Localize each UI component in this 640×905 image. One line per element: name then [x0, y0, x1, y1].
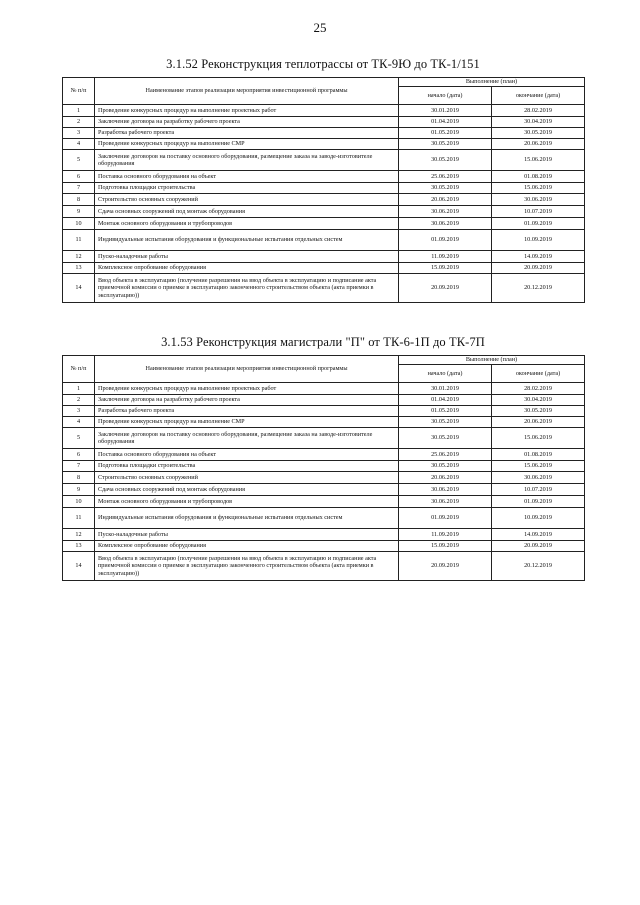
- table-row: [63, 128, 585, 139]
- table-row: [63, 541, 585, 552]
- section-title: 3.1.53 Реконструкция магистрали "П" от ТК-6-1П до ТК-7П: [161, 335, 485, 349]
- stage-name: Проведение конкурсных процедур на выполнение проектных работ: [95, 105, 399, 117]
- end-date: 28.02.2019: [492, 105, 585, 117]
- stage-name: Монтаж основного оборудования и трубопроводов: [95, 496, 399, 508]
- header-num: № п/п: [63, 356, 95, 383]
- stage-name: Индивидуальные испытания оборудования и функциональные испытания отдельных систем: [95, 230, 399, 251]
- table-row: [63, 230, 585, 251]
- stage-name: Сдача основных сооружений под монтаж оборудования: [95, 206, 399, 218]
- header-start: начало (дата): [399, 87, 492, 105]
- stage-name: Заключение договоров на поставку основного оборудования, размещение заказа на заводе-изготовителе оборудования: [95, 150, 399, 171]
- stage-name: Строительство основных сооружений: [95, 194, 399, 206]
- start-date: 30.01.2019: [399, 383, 492, 395]
- end-date: 30.06.2019: [492, 472, 585, 484]
- end-date: 14.09.2019: [492, 251, 585, 263]
- end-date: 20.06.2019: [492, 139, 585, 150]
- stage-name: Проведение конкурсных процедур на выполнение СМР: [95, 417, 399, 428]
- row-number: 1: [63, 105, 95, 117]
- start-date: 01.09.2019: [399, 508, 492, 529]
- row-number: 5: [63, 150, 95, 171]
- row-number: 4: [63, 139, 95, 150]
- table-row: [63, 274, 585, 303]
- row-number: 9: [63, 206, 95, 218]
- stage-name: Сдача основных сооружений под монтаж оборудования: [95, 484, 399, 496]
- table-row: [63, 263, 585, 274]
- section-title: 3.1.52 Реконструкция теплотрассы от ТК-9Ю до ТК-1/151: [166, 57, 480, 71]
- start-date: 01.09.2019: [399, 230, 492, 251]
- start-date: 30.06.2019: [399, 206, 492, 218]
- end-date: 10.09.2019: [492, 508, 585, 529]
- end-date: 01.09.2019: [492, 218, 585, 230]
- row-number: 12: [63, 529, 95, 541]
- row-number: 8: [63, 472, 95, 484]
- end-date: 30.04.2019: [492, 395, 585, 406]
- start-date: 25.06.2019: [399, 449, 492, 461]
- end-date: 15.06.2019: [492, 150, 585, 171]
- section-3-1-53: [62, 335, 584, 581]
- table-row: [63, 206, 585, 218]
- row-number: 12: [63, 251, 95, 263]
- table-row: [63, 150, 585, 171]
- start-date: 30.05.2019: [399, 150, 492, 171]
- start-date: 30.06.2019: [399, 484, 492, 496]
- table-row: [63, 484, 585, 496]
- start-date: 30.06.2019: [399, 496, 492, 508]
- stage-name: Индивидуальные испытания оборудования и функциональные испытания отдельных систем: [95, 508, 399, 529]
- stage-name: Пуско-наладочные работы: [95, 529, 399, 541]
- table-row: [63, 218, 585, 230]
- header-end: окончание (дата): [492, 365, 585, 383]
- end-date: 14.09.2019: [492, 529, 585, 541]
- end-date: 30.06.2019: [492, 194, 585, 206]
- start-date: 30.05.2019: [399, 461, 492, 472]
- stage-name: Разработка рабочего проекта: [95, 128, 399, 139]
- end-date: 20.09.2019: [492, 263, 585, 274]
- table-body: [63, 383, 585, 581]
- start-date: 30.01.2019: [399, 105, 492, 117]
- stage-name: Монтаж основного оборудования и трубопроводов: [95, 218, 399, 230]
- table-row: [63, 183, 585, 194]
- end-date: 20.12.2019: [492, 552, 585, 581]
- row-number: 2: [63, 395, 95, 406]
- row-number: 14: [63, 274, 95, 303]
- end-date: 20.12.2019: [492, 274, 585, 303]
- stage-name: Заключение договора на разработку рабочего проекта: [95, 395, 399, 406]
- row-number: 11: [63, 230, 95, 251]
- start-date: 20.06.2019: [399, 194, 492, 206]
- header-stage: Наименование этапов реализации мероприятия инвестиционной программы: [95, 78, 399, 105]
- row-number: 13: [63, 263, 95, 274]
- end-date: 30.05.2019: [492, 128, 585, 139]
- stage-name: Ввод объекта в эксплуатацию (получение разрешения на ввод объекта в эксплуатацию и подписание акта приемочной комиссии о приемке в эксплуатацию законченного строительством объекта (акта приемки в эксплуатацию)): [95, 552, 399, 581]
- start-date: 30.05.2019: [399, 417, 492, 428]
- end-date: 01.08.2019: [492, 171, 585, 183]
- start-date: 30.05.2019: [399, 139, 492, 150]
- start-date: 20.06.2019: [399, 472, 492, 484]
- end-date: 15.06.2019: [492, 461, 585, 472]
- page-number: 25: [313, 20, 327, 35]
- header-execution: Выполнение (план): [399, 356, 585, 365]
- end-date: 20.06.2019: [492, 417, 585, 428]
- row-number: 6: [63, 449, 95, 461]
- header-stage: Наименование этапов реализации мероприятия инвестиционной программы: [95, 356, 399, 383]
- start-date: 01.04.2019: [399, 395, 492, 406]
- header-num: № п/п: [63, 78, 95, 105]
- stage-name: Заключение договора на разработку рабочего проекта: [95, 117, 399, 128]
- stage-name: Строительство основных сооружений: [95, 472, 399, 484]
- start-date: 11.09.2019: [399, 529, 492, 541]
- stage-name: Поставка основного оборудования на объект: [95, 171, 399, 183]
- end-date: 28.02.2019: [492, 383, 585, 395]
- end-date: 01.09.2019: [492, 496, 585, 508]
- stage-name: Проведение конкурсных процедур на выполнение СМР: [95, 139, 399, 150]
- table-row: [63, 449, 585, 461]
- table-row: [63, 117, 585, 128]
- table-row: [63, 105, 585, 117]
- table-row: [63, 428, 585, 449]
- stage-name: Подготовка площадки строительства: [95, 183, 399, 194]
- row-number: 14: [63, 552, 95, 581]
- row-number: 4: [63, 417, 95, 428]
- start-date: 01.05.2019: [399, 128, 492, 139]
- stage-name: Комплексное опробование оборудования: [95, 541, 399, 552]
- table-row: [63, 552, 585, 581]
- stage-name: Подготовка площадки строительства: [95, 461, 399, 472]
- stage-name: Пуско-наладочные работы: [95, 251, 399, 263]
- row-number: 7: [63, 461, 95, 472]
- stage-name: Ввод объекта в эксплуатацию (получение разрешения на ввод объекта в эксплуатацию и подписание акта приемочной комиссии о приемке в эксплуатацию законченного строительством объекта (акта приемки в эксплуатацию)): [95, 274, 399, 303]
- section-3-1-52: [62, 57, 584, 303]
- row-number: 3: [63, 128, 95, 139]
- stage-name: Заключение договоров на поставку основного оборудования, размещение заказа на заводе-изготовителе оборудования: [95, 428, 399, 449]
- start-date: 25.06.2019: [399, 171, 492, 183]
- end-date: 10.07.2019: [492, 206, 585, 218]
- table-row: [63, 529, 585, 541]
- schedule-table: [62, 355, 585, 581]
- end-date: 01.08.2019: [492, 449, 585, 461]
- end-date: 30.05.2019: [492, 406, 585, 417]
- header-end: окончание (дата): [492, 87, 585, 105]
- start-date: 01.04.2019: [399, 117, 492, 128]
- row-number: 5: [63, 428, 95, 449]
- table-row: [63, 383, 585, 395]
- row-number: 10: [63, 218, 95, 230]
- end-date: 10.09.2019: [492, 230, 585, 251]
- table-body: [63, 105, 585, 303]
- header-start: начало (дата): [399, 365, 492, 383]
- row-number: 2: [63, 117, 95, 128]
- header-execution: Выполнение (план): [399, 78, 585, 87]
- row-number: 13: [63, 541, 95, 552]
- start-date: 20.09.2019: [399, 552, 492, 581]
- table-row: [63, 417, 585, 428]
- table-row: [63, 171, 585, 183]
- row-number: 1: [63, 383, 95, 395]
- table-row: [63, 472, 585, 484]
- start-date: 15.09.2019: [399, 541, 492, 552]
- end-date: 10.07.2019: [492, 484, 585, 496]
- start-date: 20.09.2019: [399, 274, 492, 303]
- table-row: [63, 508, 585, 529]
- row-number: 3: [63, 406, 95, 417]
- end-date: 15.06.2019: [492, 428, 585, 449]
- end-date: 20.09.2019: [492, 541, 585, 552]
- row-number: 7: [63, 183, 95, 194]
- start-date: 30.05.2019: [399, 428, 492, 449]
- stage-name: Проведение конкурсных процедур на выполнение проектных работ: [95, 383, 399, 395]
- table-row: [63, 139, 585, 150]
- start-date: 01.05.2019: [399, 406, 492, 417]
- table-row: [63, 395, 585, 406]
- start-date: 30.06.2019: [399, 218, 492, 230]
- row-number: 8: [63, 194, 95, 206]
- table-row: [63, 406, 585, 417]
- end-date: 15.06.2019: [492, 183, 585, 194]
- row-number: 6: [63, 171, 95, 183]
- row-number: 11: [63, 508, 95, 529]
- table-row: [63, 194, 585, 206]
- start-date: 15.09.2019: [399, 263, 492, 274]
- row-number: 10: [63, 496, 95, 508]
- table-row: [63, 496, 585, 508]
- table-row: [63, 461, 585, 472]
- row-number: 9: [63, 484, 95, 496]
- start-date: 30.05.2019: [399, 183, 492, 194]
- stage-name: Комплексное опробование оборудования: [95, 263, 399, 274]
- stage-name: Поставка основного оборудования на объект: [95, 449, 399, 461]
- start-date: 11.09.2019: [399, 251, 492, 263]
- table-row: [63, 251, 585, 263]
- schedule-table: [62, 77, 585, 303]
- stage-name: Разработка рабочего проекта: [95, 406, 399, 417]
- end-date: 30.04.2019: [492, 117, 585, 128]
